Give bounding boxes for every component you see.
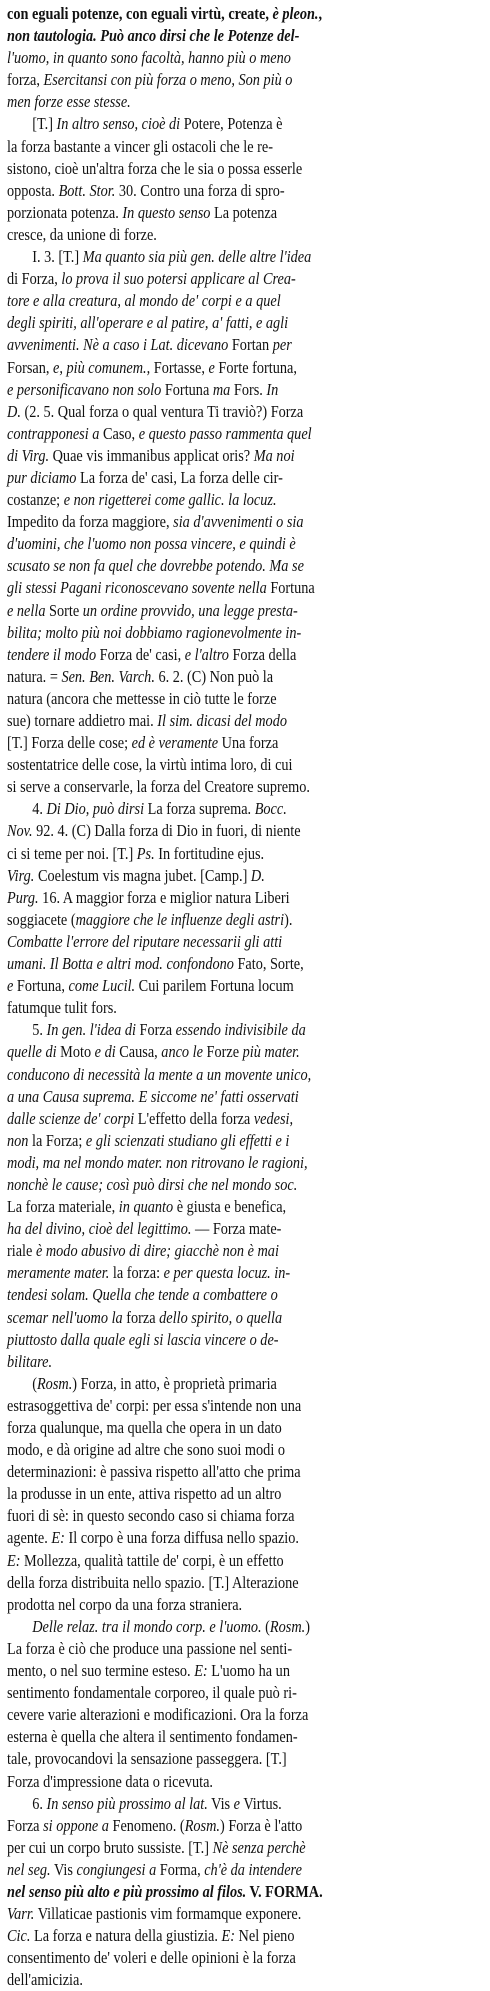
text-line — [7, 622, 465, 644]
text-line — [7, 1903, 465, 1925]
text-line — [7, 180, 465, 202]
italic-text-run: Nov. — [7, 821, 33, 841]
italic-text-run: l'uomo, in quanto sono facoltà, hanno più o meno — [7, 48, 291, 68]
text-line — [7, 334, 465, 356]
italic-text-run: tore e alla creatura, al mondo de' corpi e a quel — [7, 291, 281, 311]
text-run: 6. — [32, 1793, 47, 1813]
text-run: forza — [122, 1307, 160, 1327]
italic-text-run: nel senso più alto e più prossimo al filos. — [7, 1881, 247, 1901]
italic-text-run: nonchè le cause; così può dirsi che nel mondo soc. — [7, 1174, 298, 1194]
text-run: fuori di sè: in questo secondo caso si chiama forza — [7, 1506, 295, 1526]
text-run: Forza della — [228, 644, 297, 664]
text-run: ) — [305, 1616, 311, 1636]
text-line — [7, 47, 465, 69]
text-run: — Forza mate- — [191, 1219, 282, 1239]
text-line — [7, 246, 490, 268]
text-line — [7, 1461, 465, 1483]
italic-text-run: Varr. — [7, 1904, 35, 1924]
text-line — [7, 533, 465, 555]
italic-text-run: Cic. — [7, 1926, 31, 1946]
italic-text-run: avvenimenti. Nè a caso i Lat. dicevano — [7, 335, 229, 355]
text-run: La forza suprema. — [144, 799, 255, 819]
italic-text-run: e — [7, 976, 14, 996]
italic-text-run: men forze esse stesse. — [7, 92, 131, 112]
text-run: [T.] — [32, 114, 57, 134]
italic-text-run: maggiore che le influenze degli astri — [75, 909, 285, 929]
text-line — [7, 69, 465, 91]
text-line — [7, 1240, 465, 1262]
italic-text-run: Nè senza perchè — [212, 1837, 306, 1857]
text-line — [7, 489, 465, 511]
text-run: Una forza — [218, 733, 279, 753]
italic-text-run: a una Causa suprema. E siccome ne' fatti osservati — [7, 1086, 299, 1106]
italic-text-run: Purg. — [7, 887, 39, 907]
text-run: 6. 2. (C) Non può la — [154, 666, 274, 686]
text-line — [7, 401, 465, 423]
italic-text-run: sia d'avvenimenti o sia — [173, 512, 304, 532]
text-run: ( — [261, 1616, 270, 1636]
italic-text-run: bilita; molto più noi dobbiamo ragionevolmente in- — [7, 622, 302, 642]
text-run: tale, provocandovi la sensazione passeggera. [T.] — [7, 1749, 287, 1769]
italic-text-run: di Virg. — [7, 445, 50, 465]
text-run: della forza distribuita nello spazio. [T.] Alterazione — [7, 1572, 299, 1592]
italic-text-run: In senso più prossimo al lat. — [46, 1793, 208, 1813]
text-line — [7, 843, 465, 865]
italic-text-run: non tautologia. Può anco dirsi che le Potenze del- — [7, 26, 300, 46]
text-line — [7, 511, 465, 533]
text-run: Forza d'impressione data o ricevuta. — [7, 1771, 213, 1791]
italic-text-run: In gen. l'idea di — [46, 1020, 136, 1040]
text-line — [7, 1064, 465, 1086]
italic-text-run: E: — [194, 1661, 208, 1681]
text-run: costanze; — [7, 490, 64, 510]
text-run: Quae vis immanibus applicat oris? — [49, 445, 254, 465]
text-line — [7, 1527, 465, 1549]
text-run: sistono, cioè un'altra forza che le sia o possa esserle — [7, 158, 303, 178]
italic-text-run: un ordine provvido, una legge presta- — [82, 600, 298, 620]
text-run: La potenza — [210, 202, 278, 222]
text-run: 30. Contro una forza di spro- — [115, 180, 285, 200]
italic-text-run: e — [208, 357, 215, 377]
text-line — [7, 3, 465, 25]
text-run: [T.] Forza delle cose; — [7, 733, 132, 753]
italic-text-run: Ps. — [136, 843, 155, 863]
text-run: , — [318, 4, 323, 23]
italic-text-run: piuttosto dalla quale egli si lascia vincere o de- — [7, 1329, 279, 1349]
text-run: Vis — [207, 1793, 234, 1813]
text-line — [7, 91, 465, 113]
text-line — [7, 1881, 465, 1903]
text-run: La forza è ciò che produce una passione nel senti- — [7, 1638, 293, 1658]
italic-text-run: lo prova il suo potersi applicare al Crea- — [61, 269, 296, 289]
text-line — [7, 113, 490, 135]
text-run: Forza de' casi, — [96, 644, 185, 664]
italic-text-run: Bott. Stor. — [58, 180, 116, 200]
text-line — [7, 224, 465, 246]
text-line — [7, 357, 465, 379]
text-line — [7, 887, 465, 909]
text-run: riale — [7, 1241, 36, 1261]
italic-text-run: Combatte l'errore del riputare necessarii gli atti — [7, 931, 283, 951]
italic-text-run: Rosm. — [269, 1616, 306, 1636]
italic-text-run: E: — [221, 1926, 235, 1946]
text-run: La forza de' casi, La forza delle cir- — [76, 467, 283, 487]
text-run: opposta. — [7, 180, 59, 200]
text-run: Fortasse, — [150, 357, 209, 377]
italic-text-run: è pleon. — [272, 4, 319, 23]
text-run: ) Forza è l'atto — [220, 1815, 303, 1835]
text-line — [7, 445, 465, 467]
text-run: I. 3. [T.] — [32, 247, 83, 267]
text-run: Fortuna, — [13, 976, 69, 996]
text-run: Mollezza, qualità tattile de' corpi, è un effetto — [20, 1550, 284, 1570]
text-run: sue) tornare addietro mai. — [7, 711, 158, 730]
italic-text-run: D. — [7, 401, 21, 421]
text-run: ). — [284, 909, 293, 929]
text-run: V. FORMA. — [246, 1881, 323, 1901]
italic-text-run: Rosm. — [36, 1373, 73, 1393]
italic-text-run: e l'altro — [184, 644, 229, 664]
italic-text-run: Ma noi — [253, 445, 295, 465]
text-line — [7, 555, 465, 577]
italic-text-run: e nella — [7, 600, 46, 620]
italic-text-run: umani. Il Botta e altri mod. confondono — [7, 954, 234, 974]
text-run: soggiacete ( — [7, 909, 76, 929]
text-run: di — [7, 269, 19, 289]
italic-text-run: E: — [7, 1550, 21, 1570]
text-line — [7, 1439, 465, 1461]
text-line — [7, 1815, 465, 1837]
italic-text-run: come Lucil. — [68, 976, 136, 996]
text-run: fatumque tulit fors. — [7, 998, 117, 1018]
text-line — [7, 666, 465, 688]
text-line — [7, 1793, 490, 1815]
italic-text-run: In altro senso, cioè di — [56, 114, 181, 134]
text-run: Fortuna — [266, 578, 315, 598]
italic-text-run: ed è veramente — [131, 733, 219, 753]
text-run: Forze — [202, 1042, 243, 1062]
text-run: Coelestum vis magna jubet. [Camp.] — [34, 865, 251, 885]
text-run: Forsan, — [7, 357, 54, 377]
italic-text-run: e di — [94, 1042, 116, 1062]
italic-text-run: vedesi, — [253, 1108, 294, 1128]
text-line — [7, 1108, 465, 1130]
text-line — [7, 268, 465, 290]
text-run: Forma, — [156, 1859, 205, 1879]
text-run: estrasoggettiva de' corpi: per essa s'intende non una — [7, 1395, 302, 1415]
text-run: natura (ancora che mettesse in ciò tutte le forze — [7, 688, 277, 708]
text-run: Fors. — [230, 379, 267, 399]
text-line — [7, 1594, 465, 1616]
text-line — [7, 688, 465, 710]
text-run: dell'amicizia. — [7, 1970, 83, 1990]
italic-text-run: Esercitansi con più forza o meno, Son più o — [43, 70, 293, 90]
text-run: determinazioni: è passiva rispetto all'atto che prima — [7, 1462, 301, 1482]
italic-text-run: Il sim. dicasi del modo — [157, 711, 287, 730]
italic-text-run: bilitare. — [7, 1351, 53, 1371]
italic-text-run: e per questa locuz. in- — [163, 1263, 291, 1283]
text-line — [7, 312, 465, 334]
text-run: Impedito da forza maggiore, — [7, 512, 174, 532]
text-run: Forza — [135, 1020, 176, 1040]
italic-text-run: gli stessi Pagani riconoscevano sovente nella — [7, 578, 267, 598]
text-line — [7, 1947, 465, 1969]
text-run: ) Forza, in atto, è proprietà primaria — [72, 1373, 277, 1393]
text-line — [7, 865, 465, 887]
text-run: Fato, Sorte, — [233, 954, 304, 974]
text-run: mento, o nel suo termine esteso. — [7, 1661, 195, 1681]
text-line — [7, 1019, 490, 1041]
text-run: Vis — [50, 1859, 77, 1879]
text-line — [7, 953, 465, 975]
text-run: sentimento fondamentale corporeo, il quale può ri- — [7, 1683, 297, 1703]
italic-text-run: In — [266, 379, 279, 399]
text-line — [7, 577, 465, 599]
text-run: consentimento de' voleri e delle opinioni è la forza — [7, 1948, 296, 1968]
italic-text-run: Virg. — [7, 865, 35, 885]
text-run: L'uomo ha un — [207, 1661, 290, 1681]
italic-text-run: Delle relaz. tra il mondo corp. e l'uomo. — [32, 1616, 262, 1636]
italic-text-run: Bocc. — [254, 799, 287, 819]
italic-text-run: si oppone a — [43, 1815, 109, 1835]
text-line — [7, 1682, 465, 1704]
italic-text-run: e personificavano non solo — [7, 379, 162, 399]
text-line — [7, 467, 465, 489]
text-run: agente. — [7, 1528, 52, 1548]
text-line — [7, 931, 465, 953]
text-line — [7, 1660, 465, 1682]
italic-text-run: In questo senso — [122, 202, 211, 222]
text-line — [7, 820, 465, 842]
text-run: sostentatrice delle cose, la virtù intima loro, di cui — [7, 755, 293, 775]
text-line — [7, 1152, 465, 1174]
text-run: cevere varie alterazioni e modificazioni. Ora la forza — [7, 1705, 309, 1725]
italic-text-run: nel seg. — [7, 1859, 51, 1879]
text-line — [7, 1616, 490, 1638]
text-line — [7, 997, 465, 1019]
text-run: forza qualunque, ma quella che opera in un dato — [7, 1418, 282, 1437]
text-run: (2. 5. Qual forza o qual ventura Ti traviò?) Forza — [20, 401, 304, 421]
italic-text-run: Ma quanto sia più gen. delle altre l'idea — [82, 247, 312, 267]
text-run: Sorte — [45, 600, 83, 620]
text-line — [7, 1925, 465, 1947]
text-run: Cui parilem Fortuna locum — [135, 976, 294, 996]
text-run: Forza — [7, 1815, 44, 1835]
italic-text-run: scusato se non fa quel che dovrebbe potendo. Ma se — [7, 556, 304, 576]
text-line — [7, 1373, 490, 1395]
text-line — [7, 1726, 465, 1748]
italic-text-run: contrapponesi a — [7, 423, 100, 443]
italic-text-run: tendesi solam. Quella che tende a combattere o — [7, 1285, 278, 1305]
text-run: Forte fortuna, — [214, 357, 297, 377]
text-line — [7, 754, 465, 776]
text-line — [7, 1086, 465, 1108]
text-line — [7, 732, 465, 754]
text-line — [7, 1174, 465, 1196]
text-run: Potere, Potenza è — [180, 114, 283, 134]
text-run: 16. A maggior forza e miglior natura Liberi — [38, 887, 290, 907]
italic-text-run: conducono di necessità la mente a un movente unico, — [7, 1064, 312, 1084]
text-line — [7, 1505, 465, 1527]
italic-text-run: e non rigetterei come gallic. la locuz. — [63, 490, 277, 510]
italic-text-run: D. — [250, 865, 265, 885]
italic-text-run: modi, ma nel mondo mater. non ritrovano le ragioni, — [7, 1152, 308, 1172]
text-run: prodotta nel corpo da una forza straniera. — [7, 1594, 243, 1614]
text-line — [7, 644, 465, 666]
text-line — [7, 136, 465, 158]
italic-text-run: ma — [212, 379, 231, 399]
italic-text-run: scemar nell'uomo la — [7, 1307, 123, 1327]
italic-text-run: e, più comunem., — [53, 357, 151, 377]
text-run: La forza e natura della giustizia. — [30, 1926, 222, 1946]
text-run: la forza: — [109, 1263, 164, 1283]
italic-text-run: ha del divino, cioè del legittimo. — [7, 1219, 192, 1239]
text-line — [7, 1351, 465, 1373]
italic-text-run: Sen. Ben. Varch. — [61, 666, 155, 686]
text-run: esterna è quella che altera il sentimento fondamen- — [7, 1727, 298, 1747]
italic-text-run: ch'è da intendere — [204, 1859, 302, 1879]
italic-text-run: dalle scienze de' corpi — [7, 1108, 135, 1128]
text-run: si serve a conservarle, la forza del Creatore supremo. — [7, 777, 310, 797]
italic-text-run: essendo indivisibile da — [175, 1020, 306, 1040]
text-line — [7, 1550, 465, 1572]
text-run: con eguali potenze, con eguali virtù, create, — [7, 4, 273, 23]
text-line — [7, 798, 490, 820]
italic-text-run: degli spiriti, all'operare e al patire, a' fatti, e agli — [7, 313, 289, 333]
text-run: Il corpo è una forza diffusa nello spazio. — [64, 1528, 299, 1548]
text-run: Villaticae pastionis vim formamque exponere. — [34, 1904, 302, 1924]
italic-text-run: d'uomini, che l'uomo non possa vincere, e quindi è — [7, 534, 296, 554]
text-line — [7, 1704, 465, 1726]
text-run: Causa, — [115, 1042, 162, 1062]
text-line — [7, 1638, 465, 1660]
italic-text-run: pur diciamo — [7, 467, 77, 487]
italic-text-run: e — [233, 1793, 241, 1813]
text-run: ci si teme per noi. [T.] — [7, 843, 137, 863]
text-run: la produsse in un ente, attiva rispetto ad un altro — [7, 1484, 282, 1504]
text-line — [7, 909, 465, 931]
text-line — [7, 1130, 465, 1152]
text-run: per cui un corpo bruto sussiste. [T.] — [7, 1837, 213, 1857]
text-line — [7, 1262, 465, 1284]
text-run: la forza bastante a vincer gli ostacoli che le re- — [7, 136, 274, 156]
text-run: porzionata potenza. — [7, 202, 123, 222]
text-line — [7, 1748, 465, 1770]
text-run: Caso, — [99, 423, 139, 443]
text-line — [7, 1041, 465, 1063]
text-line — [7, 710, 465, 732]
text-line — [7, 158, 465, 180]
italic-text-run: per — [272, 335, 292, 355]
text-run: è giusta e benefica, — [173, 1197, 287, 1217]
text-run: Fortuna — [161, 379, 213, 399]
text-line — [7, 1307, 465, 1329]
text-line — [7, 1572, 465, 1594]
text-line — [7, 600, 465, 622]
text-line — [7, 1196, 465, 1218]
text-run: modo, e dà origine ad altre che sono suoi modi o — [7, 1440, 286, 1460]
text-run: Nel pieno — [234, 1926, 295, 1946]
italic-text-run: è modo abusivo di dire; giacchè non è mai — [35, 1241, 279, 1261]
text-line — [7, 1329, 465, 1351]
text-line — [7, 25, 465, 47]
italic-text-run: E: — [51, 1528, 65, 1548]
text-line — [7, 1771, 465, 1793]
text-run: ( — [32, 1373, 37, 1393]
text-run: 5. — [32, 1020, 47, 1040]
text-line — [7, 1837, 465, 1859]
text-run: La forza materiale, — [7, 1197, 119, 1217]
text-line — [7, 1395, 465, 1417]
text-line — [7, 290, 465, 312]
text-run: Moto — [56, 1042, 95, 1062]
italic-text-run: congiungesi a — [76, 1859, 157, 1879]
text-run: Fenomeno. ( — [108, 1815, 185, 1835]
italic-text-run: anco le — [161, 1042, 203, 1062]
italic-text-run: e questo passo rammenta quel — [138, 423, 312, 443]
text-line — [7, 379, 465, 401]
text-run: Fortan — [228, 335, 273, 355]
italic-text-run: più mater. — [242, 1042, 300, 1062]
text-run: cresce, da unione di forze. — [7, 224, 157, 244]
text-run: 92. 4. (C) Dalla forza di Dio in fuori, di niente — [32, 821, 301, 841]
text-line — [7, 1859, 465, 1881]
text-line — [7, 202, 465, 224]
text-line — [7, 776, 465, 798]
text-line — [7, 1969, 465, 1991]
italic-text-run: non — [7, 1130, 29, 1150]
text-run: forza, — [7, 70, 44, 90]
text-run: Forza, — [18, 269, 62, 289]
italic-text-run: e gli scienzati studiano gli effetti e i — [85, 1130, 290, 1150]
italic-text-run: dello spirito, o quella — [159, 1307, 283, 1327]
italic-text-run: Di Dio, può dirsi — [46, 799, 145, 819]
text-line — [7, 1218, 465, 1240]
italic-text-run: in quanto — [118, 1197, 174, 1217]
text-line — [7, 423, 465, 445]
text-run: In fortitudine ejus. — [154, 843, 265, 863]
text-line — [7, 1417, 465, 1439]
italic-text-run: tendere il modo — [7, 644, 97, 664]
text-run: L'effetto della forza — [134, 1108, 254, 1128]
text-run: natura. = — [7, 666, 62, 686]
italic-text-run: meramente mater. — [7, 1263, 110, 1283]
text-line — [7, 975, 465, 997]
text-run: Virtus. — [240, 1793, 282, 1813]
text-run: la Forza; — [28, 1130, 86, 1150]
italic-text-run: quelle di — [7, 1042, 57, 1062]
text-line — [7, 1483, 465, 1505]
text-line — [7, 1284, 465, 1306]
italic-text-run: Rosm. — [184, 1815, 221, 1835]
text-run: 4. — [32, 799, 47, 819]
